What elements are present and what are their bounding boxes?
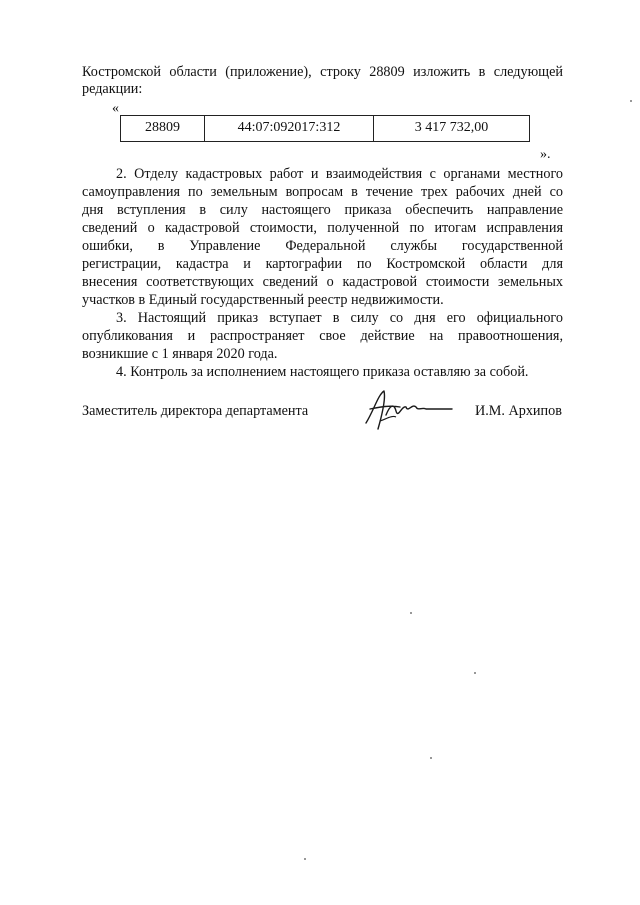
cadastral-value-row [120, 115, 530, 142]
para2-line-3: дня вступления в силу настоящего приказа обеспечить направление [82, 202, 563, 218]
intro-line-2: редакции: [82, 81, 143, 97]
signatory-name: И.М. Архипов [475, 403, 562, 419]
row-number-cell: 28809 [121, 116, 205, 142]
para2-line-7: внесения соответствующих сведений о кадастровой стоимости земельных [82, 274, 563, 290]
handwritten-signature [356, 385, 456, 435]
para3-line-1: 3. Настоящий приказ вступает в силу со дня его официального [116, 310, 563, 326]
scan-dot [304, 858, 306, 860]
para2-line-2: самоуправления по земельным вопросам в течение трех рабочих дней со [82, 184, 563, 200]
para2-line-6: регистрации, кадастра и картографии по Костромской области для [82, 256, 563, 272]
para3-line-2: опубликования и распространяет свое действие на правоотношения, [82, 328, 563, 344]
para2-line-8: участков в Единый государственный реестр недвижимости. [82, 292, 444, 308]
para2-line-5: ошибки, в Управление Федеральной службы государственной [82, 238, 563, 254]
scan-dot [474, 672, 476, 674]
para4-line-1: 4. Контроль за исполнением настоящего приказа оставляю за собой. [116, 364, 529, 380]
para3-line-3: возникшие с 1 января 2020 года. [82, 346, 278, 362]
cadastral-number-cell: 44:07:092017:312 [205, 116, 374, 142]
opening-quote: « [112, 101, 119, 116]
intro-line-1: Костромской области (приложение), строку 28809 изложить в следующей [82, 64, 563, 80]
cadastral-value-cell: 3 417 732,00 [374, 116, 530, 142]
signatory-position: Заместитель директора департамента [82, 403, 309, 419]
scan-dot [410, 612, 412, 614]
closing-quote: ». [540, 147, 551, 162]
para2-line-1: 2. Отделу кадастровых работ и взаимодействия с органами местного [116, 166, 563, 182]
scan-dot [430, 757, 432, 759]
scan-dot [630, 100, 632, 102]
para2-line-4: сведений о кадастровой стоимости, полученной по итогам исправления [82, 220, 563, 236]
